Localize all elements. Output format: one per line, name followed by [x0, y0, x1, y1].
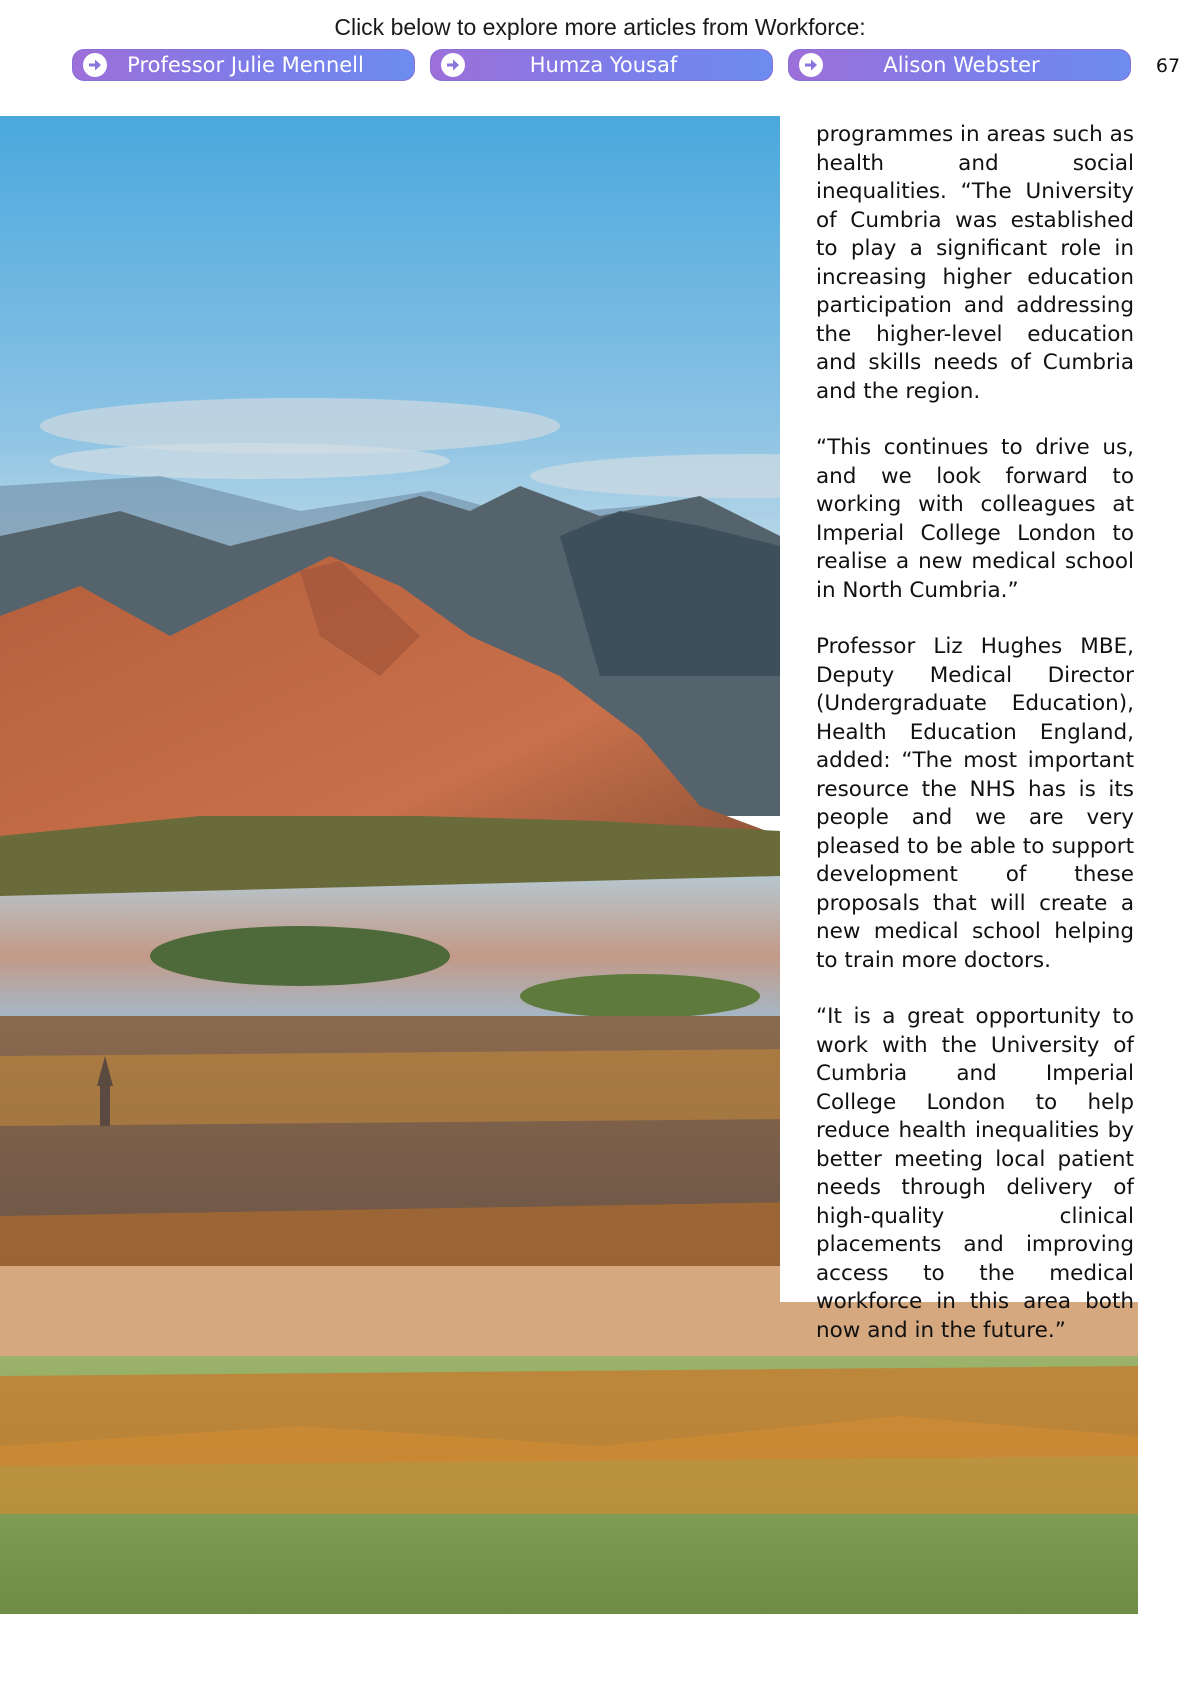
arrow-right-circle-icon — [83, 53, 107, 77]
page-number: 67 — [1155, 55, 1181, 77]
nav-button-alison-webster[interactable] — [788, 49, 1131, 81]
nav-caption: Click below to explore more articles from Workforce: — [334, 14, 866, 40]
article-paragraph: “It is a great opportunity to work with the University of Cumbria and Imperial College London to help reduce health inequalities by better meeting local patient needs through delivery of high-quality clinical placements and improving access to the medical workforce in this area both now and in the future.” — [816, 1004, 1134, 1343]
arrow-right-circle-icon — [799, 53, 823, 77]
nav-button-label: Humza Yousaf — [529, 53, 678, 77]
article-paragraph: programmes in areas such as health and social inequalities. “The University of Cumbria was established to play a significant role in increasing higher education participation and addressing the higher-level education and skills needs of Cumbria and the region. — [816, 122, 1134, 404]
article-text-panel — [780, 116, 1138, 1343]
nav-button-label: Alison Webster — [883, 53, 1040, 77]
nav-button-humza-yousaf[interactable] — [430, 49, 773, 81]
nav-button-label: Professor Julie Mennell — [127, 53, 364, 77]
article-paragraph: “This continues to drive us, and we look forward to working with colleagues at Imperial College London to realise a new medical school in North Cumbria.” — [816, 435, 1134, 603]
arrow-right-circle-icon — [441, 53, 465, 77]
nav-button-julie-mennell[interactable] — [72, 49, 415, 81]
article-paragraph: Professor Liz Hughes MBE, Deputy Medical Director (Undergraduate Education), Health Education England, added: “The most important resource the NHS has is its people and we are very pleased to be able to support development of these proposals that will create a new medical school helping to train more doctors. — [816, 634, 1134, 973]
